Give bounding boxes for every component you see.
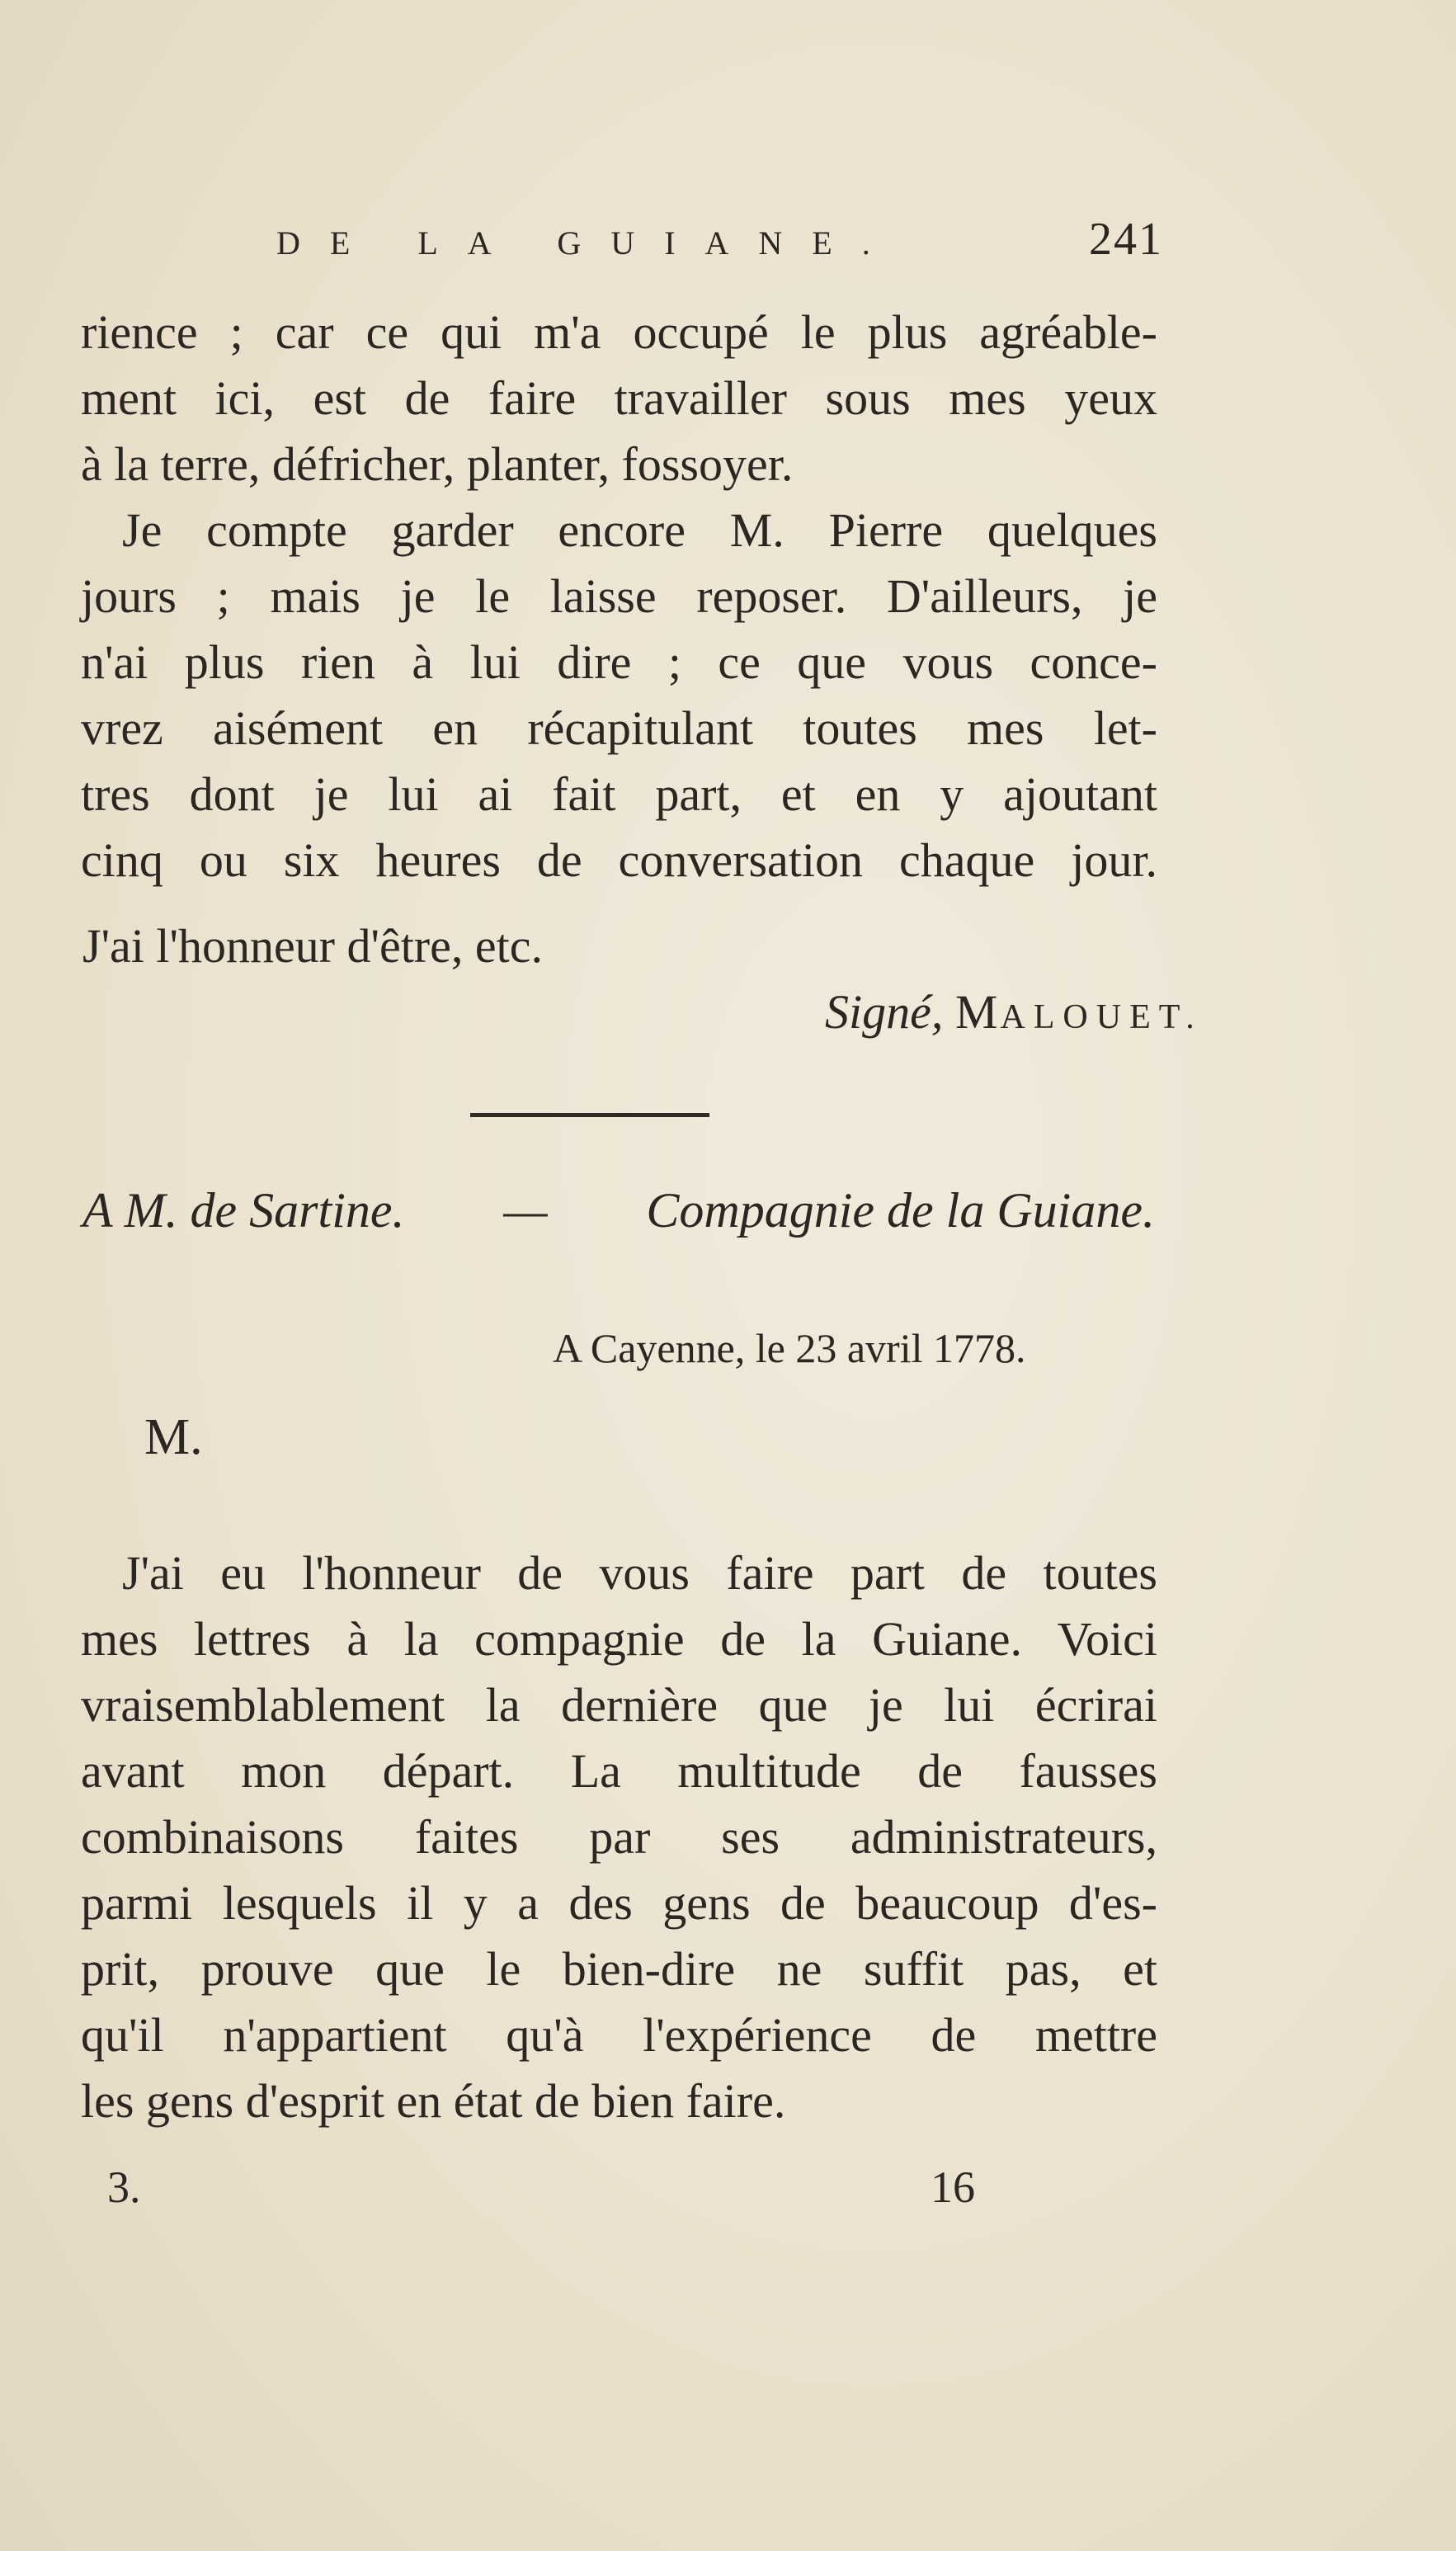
- body-line: Je compte garder encore M. Pierre quelques: [122, 503, 1157, 557]
- body-line: les gens d'esprit en état de bien faire.: [81, 2074, 786, 2128]
- body-line: vraisemblablement la dernière que je lui écrirai: [81, 1678, 1157, 1732]
- body-line: vrez aisément en récapitulant toutes mes let-: [81, 701, 1157, 755]
- body-line: combinaisons faites par ses administrateurs,: [81, 1810, 1157, 1864]
- body-line: jours ; mais je le laisse reposer. D'ailleurs, je: [81, 569, 1157, 623]
- letter-heading: [82, 1182, 1155, 1239]
- body-line: avant mon départ. La multitude de fausses: [81, 1744, 1157, 1798]
- body-line: prit, prouve que le bien-dire ne suffit pas, et: [81, 1942, 1157, 1996]
- body-line: parmi lesquels il y a des gens de beaucoup d'es-: [81, 1876, 1157, 1930]
- page-number: 241: [1089, 214, 1163, 265]
- body-line: à la terre, défricher, planter, fossoyer.: [81, 437, 794, 491]
- closing-formula: J'ai l'honneur d'être, etc.: [82, 919, 543, 973]
- heading-recipient: A M. de Sartine.: [82, 1183, 405, 1238]
- signe-label: Signé,: [825, 985, 944, 1039]
- body-line: n'ai plus rien à lui dire ; ce que vous conce-: [81, 635, 1157, 689]
- folio-mark: 16: [931, 2162, 975, 2212]
- body-line: J'ai eu l'honneur de vous faire part de toutes: [122, 1546, 1157, 1600]
- body-line: rience ; car ce qui m'a occupé le plus agréable-: [81, 305, 1157, 359]
- signature: [825, 984, 1203, 1040]
- signer-initial: M: [954, 985, 1001, 1039]
- signer-name-rest: ALOUET.: [1000, 998, 1203, 1036]
- body-line: tres dont je lui ai fait part, et en y ajoutant: [81, 767, 1157, 821]
- section-divider: [470, 1113, 709, 1117]
- body-line: ment ici, est de faire travailler sous mes yeux: [81, 371, 1157, 425]
- gathering-signature-mark: 3.: [107, 2162, 141, 2212]
- heading-subject: Compagnie de la Guiane.: [646, 1183, 1155, 1238]
- dateline: A Cayenne, le 23 avril 1778.: [553, 1325, 1026, 1371]
- running-head: [276, 213, 1163, 266]
- running-title: DE LA GUIANE.: [276, 224, 900, 262]
- heading-dash: —: [503, 1183, 548, 1238]
- body-line: cinq ou six heures de conversation chaque jour.: [81, 833, 1157, 887]
- salutation: M.: [144, 1409, 203, 1465]
- body-line: mes lettres à la compagnie de la Guiane. Voici: [81, 1612, 1157, 1666]
- body-line: qu'il n'appartient qu'à l'expérience de mettre: [81, 2008, 1157, 2062]
